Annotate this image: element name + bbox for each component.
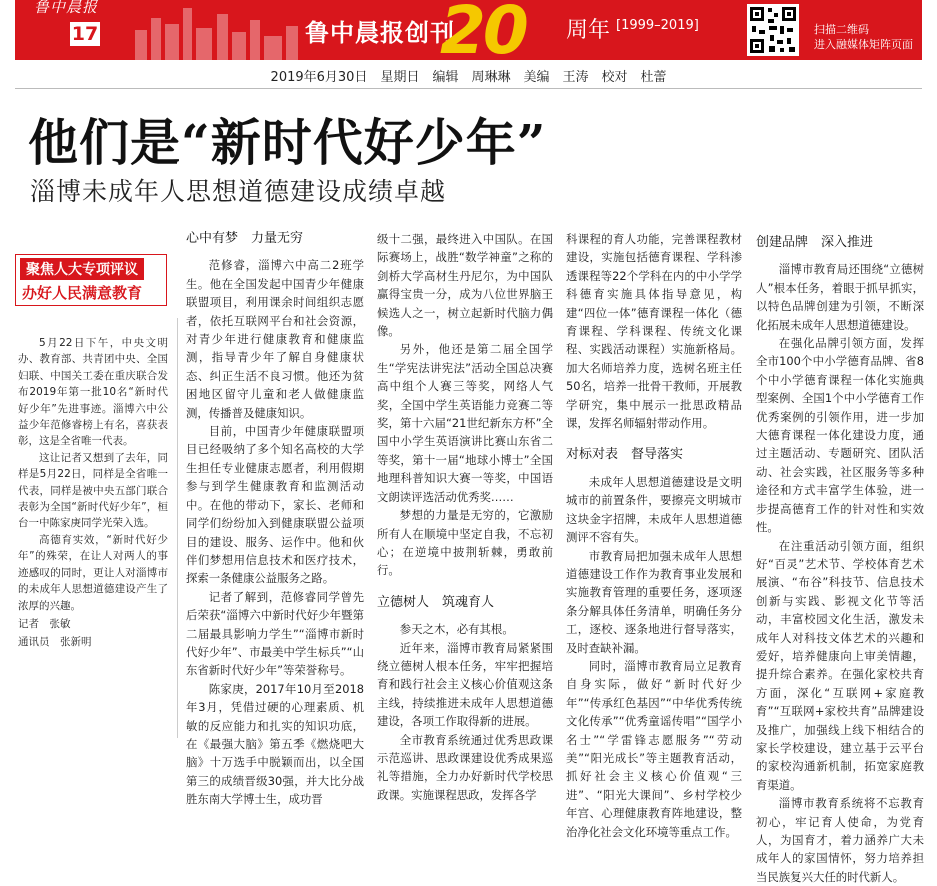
intro-paragraph: 高德育实效，“新时代好少年”的殊荣，在让人对两人的事迹感叹的同时，更让人对淄博市的未成年人思想道德建设产生了浓厚的兴趣。 [18,533,168,612]
article-paragraph: 级十二强，最终进入中国队。在国际赛场上，战胜“数学神童”之称的剑桥大学高材生丹尼尔，为中国队赢得宝贵一分，成为八位世界脑王候选人之一，树立起新时代脑力偶像。 [377,232,553,339]
article-paragraph: 记者了解到，范修睿同学曾先后荣获“淄博六中新时代好少年暨第二届最具影响力学生”“淄博市新时代好少年”、市最美中学生标兵”“山东省新时代好少年”等荣誉称号。 [186,589,364,678]
article-column-1 [186,226,364,809]
newspaper-logo: 鲁中晨报 [34,0,99,16]
header-divider [15,88,922,89]
section-heading-dream: 心中有梦 力量无穷 [186,231,304,246]
intro-paragraph: 5月22日下午，中央文明办、教育部、共青团中央、全国妇联、中国关工委在重庆联合发布2019年第一批10名“新时代好少年”先进事迹。淄博六中公益少年范修睿榜上有名，喜获表彰，这是全省唯一代表。 [18,337,168,448]
article-paragraph: 参天之木，必有其根。 [399,622,514,637]
anniversary-title: 鲁中晨报创刊 [305,19,455,47]
intro-column [18,335,168,651]
article-paragraph: 同时，淄博市教育局立足教育自身实际，做好“新时代好少年”“传承红色基因”“中华优秀传统文化传承”“优秀童谣传唱”“国学小名士”“学雷锋志愿服务”“劳动美”“阳光成长”等主题教育活动，抓好社会主义核心价值观“三进”、“阳光大课间”、乡村学校少年宫、心理健康教育阵地建设，整治净化社会文化环境等重点工作。 [566,658,742,839]
article-column-2 [377,230,553,804]
column-divider [177,318,178,738]
anniversary-unit: 周年 [566,18,611,43]
article-column-4 [756,230,924,886]
subheadline: 淄博未成年人思想道德建设成绩卓越 [30,177,447,206]
article-paragraph: 未成年人思想道德建设是文明城市的前置条件，要擦亮文明城市这块金字招牌，未成年人思想道德测评不容有失。 [566,474,742,545]
article-column-3 [566,230,742,841]
article-paragraph: 市教育局把加强未成年人思想道德建设工作作为教育事业发展和实施教育管理的重要任务，逐项逐条分解具体任务清单，明确任务分工，逐校、逐条地进行督导落实，及时查缺补漏。 [566,548,742,655]
column-badge-title: 聚焦人大专项评议 [20,258,144,280]
article-paragraph: 另外，他还是第二届全国学生“学宪法讲宪法”活动全国总决赛高中组个人赛三等奖，网络人气奖，全国中学生英语能力竞赛二等奖，第十六届“21世纪新东方杯”全国中小学生英语演讲比赛山东省二等奖，第十一届“地球小博士”全国地理科普知识大赛一等奖，中国语文朗读评选活动优秀奖…… [377,342,553,504]
intro-paragraph: 这让记者又想到了去年，同样是5月22日，同样是全省唯一代表，同样是被中央五部门联合表彰为全国“新时代好少年”，桓台一中陈家庚同学光荣入选。 [18,451,168,530]
article-paragraph: 在注重活动引领方面，组织好“百灵”艺术节、学校体育艺术展演、“布谷”科技节、信息技术创新与实践、影视文化节等活动，丰富校园文化生活，激发未成年人对科技文体艺术的兴趣和爱好，培养健康向上审美情趣，提升综合素养。在强化家校共育方面，深化“互联网+家庭教育”“互联网+家校共育”品牌建设及推广，加强线上线下相结合的家长学校建设，建立基于云平台的家校沟通新机制，拓宽家庭教育渠道。 [756,538,924,792]
article-paragraph: 目前，中国青少年健康联盟项目已经吸纳了多个知名高校的大学生担任专业健康志愿者，利用假期参与到学生健康教育和监测活动中。在他的带动下，家长、老师和同学们纷纷加入到健康联盟公益项目的建设、服务、运作中。他和伙伴们梦想用信息技术和医疗技术，探索一条健康公益服务之路。 [186,424,364,586]
article-paragraph: 梦想的力量是无穷的，它激励所有人在顺境中坚定自我，不忘初心；在逆境中披荆斩棘，勇敢前行。 [377,508,553,578]
headline: 他们是“新时代好少年” [28,113,547,172]
anniversary-years: [1999–2019] [616,18,699,33]
qr-caption-line-2: 进入融媒体矩阵页面 [814,38,913,51]
column-badge-subtitle: 办好人民满意教育 [22,284,143,302]
page-number: 17 [71,23,99,45]
article-paragraph: 淄博市教育局还围绕“立德树人”根本任务，着眼于抓早抓实，以特色品牌创建为引领，不断深化拓展未成年人思想道德建设。 [756,262,924,332]
skyline-illustration [125,0,315,60]
qr-caption-line-1: 扫描二维码 [814,23,869,36]
qr-code-icon[interactable] [747,4,799,56]
article-paragraph: 陈家庚，2017年10月至2018年3月，凭借过硬的心理素质、机敏的反应能力和扎实的知识功底，在《最强大脑》第五季《燃烧吧大脑》十万选手中脱颖而出，以全国第三的成绩晋级30强，并大比分战胜东南大学博士生，成功晋 [186,681,364,807]
article-paragraph: 淄博市教育系统将不忘教育初心，牢记育人使命，为党育人，为国育才，着力涵养广大未成年人的家国情怀，努力培养担当民族复兴大任的时代新人。 [756,796,924,884]
article-paragraph: 科课程的育人功能，完善课程教材建设，实施包括德育课程、学科渗透课程等22个学科在内的中小学学科德育实施具体指导意见，构建“四位一体”德育课程一体化（德育课程、学科课程、传统文化课程、实践活动课程）实施新格局。加大名师培养力度，选树名班主任50名，培养一批骨干教师，开展教学研究，集中展示一批思政精品课，发挥名师辐射带动作用。 [566,232,742,431]
article-paragraph: 在强化品牌引领方面，发挥全市100个中小学德育品牌、省8个中小学德育课程一体化实施典型案例、全国1个中小学德育工作优秀案例的引领作用，进一步加大德育课程一体化建设力度，通过主题活动、专题研究、团队活动、社会实践，社区服务等多种途径和方式丰富学生体验，进一步提高德育工作的针对性和实效性。 [756,336,924,535]
section-heading-moral: 立德树人 筑魂育人 [377,594,495,610]
article-paragraph: 近年来，淄博市教育局紧紧围绕立德树人根本任务，牢牢把握培育和践行社会主义核心价值观这条主线，持续推进未成年人思想道德建设，各项工作取得新的进展。 [377,640,553,729]
section-heading-brand: 创建品牌 深入推进 [756,235,874,250]
anniversary-number: 20 [440,0,526,69]
reporter-credit: 记者 张敏 [18,617,71,630]
article-paragraph: 全市教育系统通过优秀思政课示范巡讲、思政课建设优秀成果巡礼等措施，全力办好新时代学校思政课。实施课程思政，发挥各学 [377,732,553,802]
correspondent-credit: 通讯员 张新明 [18,636,92,649]
qr-caption [814,22,913,52]
article-paragraph: 范修睿，淄博六中高二2班学生。他在全国发起中国青少年健康联盟项目，利用课余时间组织志愿者，依托互联网平台和社会资源，对青少年进行健康教育和健康监测，指导青少年了解自身健康状态、纠正生活不良习惯。他还为贫困地区留守儿童和老人做健康监测，传播普及健康知识。 [186,258,364,420]
dateline: 2019年6月30日 星期日 编辑 周琳琳 美编 王涛 校对 杜蕾 [270,70,667,85]
section-heading-supervision: 对标对表 督导落实 [566,447,684,463]
